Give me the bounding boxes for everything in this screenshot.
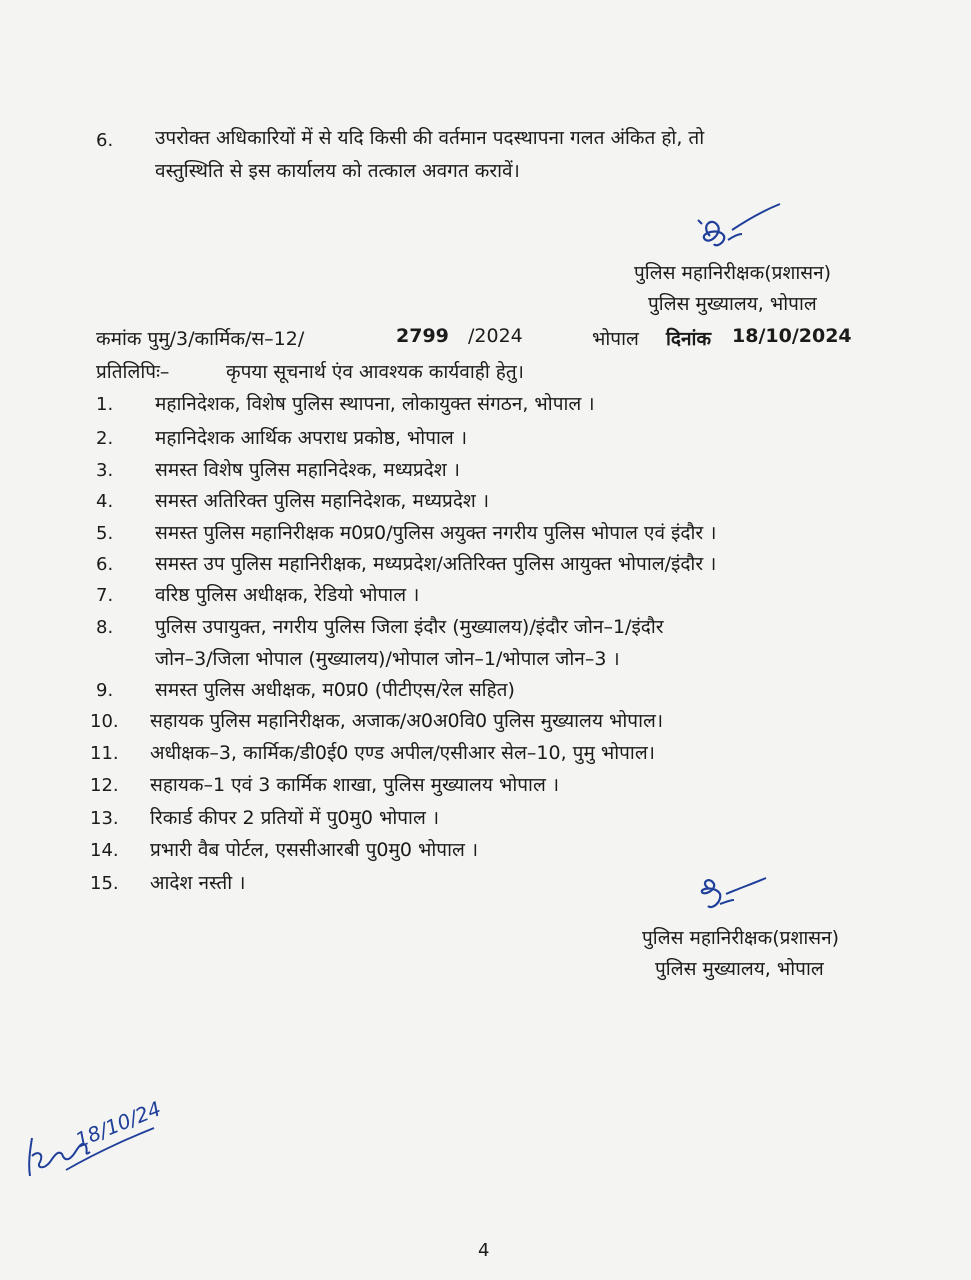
list-item: समस्त उप पुलिस महानिरीक्षक, मध्यप्रदेश/अतिरिक्त पुलिस आयुक्त भोपाल/इंदौर । <box>155 553 717 575</box>
copy-to-label: प्रतिलिपिः– <box>96 361 170 383</box>
list-item-continuation: जोन–3/जिला भोपाल (मुख्यालय)/भोपाल जोन–1/भोपाल जोन–3 । <box>155 648 620 670</box>
signatory-designation: पुलिस महानिरीक्षक(प्रशासन) <box>634 262 832 284</box>
list-item: पुलिस उपायुक्त, नगरीय पुलिस जिला इंदौर (मुख्यालय)/इंदौर जोन–1/इंदौर <box>155 616 664 638</box>
para-number: 6. <box>96 130 114 151</box>
signature-top <box>690 198 790 258</box>
list-item-number: 11. <box>90 743 119 764</box>
list-item-number: 1. <box>96 394 114 415</box>
order-reference-prefix: कमांक पुमु/3/कार्मिक/स–12/ <box>96 328 305 350</box>
list-item: समस्त पुलिस महानिरीक्षक म0प्र0/पुलिस अयुक्त नगरीय पुलिस भोपाल एवं इंदौर । <box>155 522 717 544</box>
order-date-label: दिनांक <box>666 328 712 350</box>
list-item-number: 4. <box>96 491 114 512</box>
signatory-designation: पुलिस महानिरीक्षक(प्रशासन) <box>642 927 840 949</box>
copy-to-purpose: कृपया सूचनार्थ एंव आवश्यक कार्यवाही हेतु। <box>226 361 524 383</box>
list-item-number: 7. <box>96 585 114 606</box>
list-item: सहायक पुलिस महानिरीक्षक, अजाक/अ0अ0वि0 पुलिस मुख्यालय भोपाल। <box>150 710 664 732</box>
list-item: अधीक्षक–3, कार्मिक/डी0ई0 एण्ड अपील/एसीआर सेल–10, पुमु भोपाल। <box>150 742 655 764</box>
list-item-number: 6. <box>96 554 114 575</box>
signatory-office: पुलिस मुख्यालय, भोपाल <box>648 293 817 315</box>
list-item-number: 10. <box>90 711 119 732</box>
list-item-number: 2. <box>96 428 114 449</box>
para-line-2: वस्तुस्थिति से इस कार्यालय को तत्काल अवगत करावें। <box>155 160 520 182</box>
para-line-1: उपरोक्त अधिकारियों में से यदि किसी की वर्तमान पदस्थापना गलत अंकित हो, तो <box>155 127 705 149</box>
order-reference-year: /2024 <box>468 325 523 347</box>
page-number: 4 <box>478 1240 490 1261</box>
list-item: रिकार्ड कीपर 2 प्रतियों में पु0मु0 भोपाल । <box>150 807 440 829</box>
list-item: प्रभारी वैब पोर्टल, एससीआरबी पु0मु0 भोपाल । <box>150 839 479 861</box>
list-item-number: 8. <box>96 617 114 638</box>
order-place: भोपाल <box>592 328 639 350</box>
signature-bottom <box>690 874 780 924</box>
list-item: समस्त अतिरिक्त पुलिस महानिदेशक, मध्यप्रदेश । <box>155 490 490 512</box>
handwritten-date: 18/10/24 <box>72 1096 165 1153</box>
list-item: वरिष्ठ पुलिस अधीक्षक, रेडियो भोपाल । <box>155 584 420 606</box>
signatory-office: पुलिस मुख्यालय, भोपाल <box>655 958 824 980</box>
cropped-footer-line <box>225 1272 765 1280</box>
list-item: महानिदेशक आर्थिक अपराध प्रकोष्ठ, भोपाल । <box>155 427 468 449</box>
list-item-number: 15. <box>90 873 119 894</box>
order-reference-number: 2799 <box>396 325 449 347</box>
order-date-value: 18/10/2024 <box>732 325 852 347</box>
list-item-number: 13. <box>90 808 119 829</box>
list-item: समस्त पुलिस अधीक्षक, म0प्र0 (पीटीएस/रेल सहित) <box>155 679 515 701</box>
list-item-number: 12. <box>90 775 119 796</box>
list-item: समस्त विशेष पुलिस महानिदेश्क, मध्यप्रदेश । <box>155 459 460 481</box>
list-item-number: 14. <box>90 840 119 861</box>
list-item-number: 9. <box>96 680 114 701</box>
list-item: आदेश नस्ती । <box>150 872 246 894</box>
list-item-number: 5. <box>96 523 114 544</box>
list-item: सहायक–1 एवं 3 कार्मिक शाखा, पुलिस मुख्यालय भोपाल । <box>150 774 560 796</box>
list-item-number: 3. <box>96 460 114 481</box>
list-item: महानिदेशक, विशेष पुलिस स्थापना, लोकायुक्त संगठन, भोपाल । <box>155 393 595 415</box>
